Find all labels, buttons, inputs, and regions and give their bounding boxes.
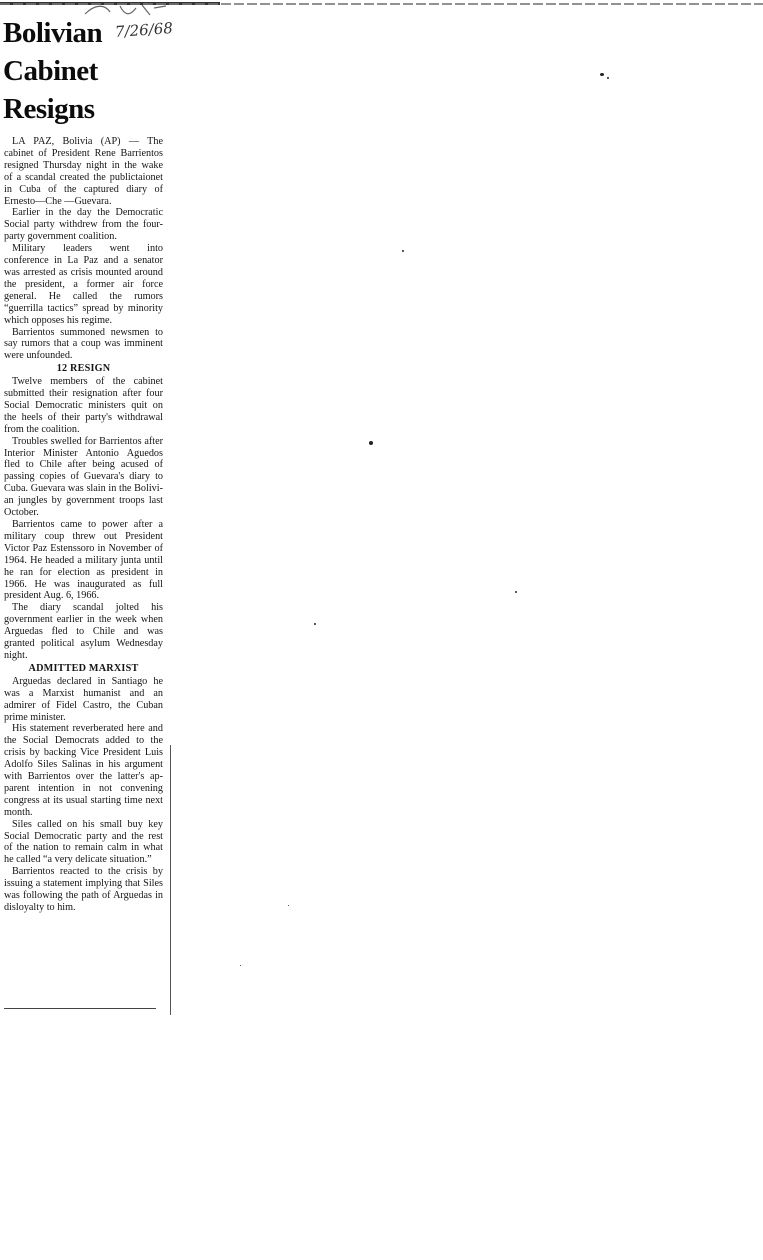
scan-speck: [607, 77, 609, 79]
scan-speck: [600, 73, 604, 76]
article-paragraph: Twelve members of the cabinet submitted their resignation after four Social Democratic ministers quit on the heels of their party's withdrawal from the coalition.: [4, 376, 163, 435]
subheading: ADMITTED MARXIST: [28, 662, 139, 674]
headline-line-2: Cabinet: [3, 55, 98, 87]
scan-speck: [369, 441, 373, 445]
handwritten-date: 7/26/68: [114, 19, 174, 41]
article-paragraph: Barrientos reacted to the crisis by issuing a statement implying that Siles was following the path of Arguedas in disloyalty to him.: [4, 866, 163, 913]
article-paragraph: Siles called on his small buy key Social Democratic party and the rest of the nation to remain calm in what he called “a very delicate situation.”: [4, 818, 163, 866]
newspaper-clipping: [3, 14, 163, 914]
clipping-edge-line: [170, 745, 171, 1015]
article-body: [3, 136, 163, 914]
scan-speck: [288, 905, 289, 906]
article-paragraph: The diary scandal jolted his government earlier in the week when Arguedas fled to Chile and was granted political asylum Wednesday night.: [4, 602, 163, 661]
scan-speck: [515, 591, 517, 593]
article-paragraph: LA PAZ, Bolivia (AP) — The cabinet of President Rene Barrientos resigned Thursday night in the wake of a scandal created the publictaionet in Cuba of the captured diary of Ernesto—Che —Guevara.: [4, 136, 163, 207]
scan-speck: [402, 250, 404, 252]
headline-line-3: Resigns: [3, 93, 95, 125]
headline-line-1: Bolivian: [3, 17, 103, 49]
article-paragraph: Barrientos summoned newsmen to say rumors that a coup was imminent were unfounded.: [4, 326, 163, 362]
scan-speck: [314, 623, 316, 625]
article-paragraph: Earlier in the day the Democratic Social party withdrew from the four-party government coalition.: [4, 207, 163, 243]
article-paragraph: Barrientos came to power after a military coup threw out President Victor Paz Estenssoro in November of 1964. He headed a military junta until he ran for election as president in 1966. He was inaugurated as full president Aug. 6, 1966.: [4, 519, 163, 602]
article-paragraph: Military leaders went into conference in La Paz and a senator was arrested as crisis mounted around the president, a former air force general. He called the rumors “guerrilla tactics” spread by minority which opposes his regime.: [4, 243, 163, 326]
scan-speck: [240, 965, 241, 966]
article-paragraph: His statement reverberated here and the Social Democrats added to the crisis by backing Vice President Luis Adolfo Siles Salinas in his argument with Barrientos over the latter's apparent intention in not convening congress at its usual starting time next month.: [4, 723, 163, 818]
article-paragraph: Arguedas declared in Santiago he was a Marxist humanist and an admirer of Fidel Castro, the Cuban prime minister.: [4, 675, 163, 723]
headline: [3, 14, 163, 128]
clipping-bottom-line: [4, 1008, 156, 1009]
article-paragraph: Troubles swelled for Barrientos after Interior Minister Antonio Aguedos fled to Chile after being acused of passing copies of Guevara's diary to Cuba. Guevara was slain in the Bolivian jungles by government troops last October.: [4, 435, 163, 519]
subheading: 12 RESIGN: [56, 363, 111, 375]
